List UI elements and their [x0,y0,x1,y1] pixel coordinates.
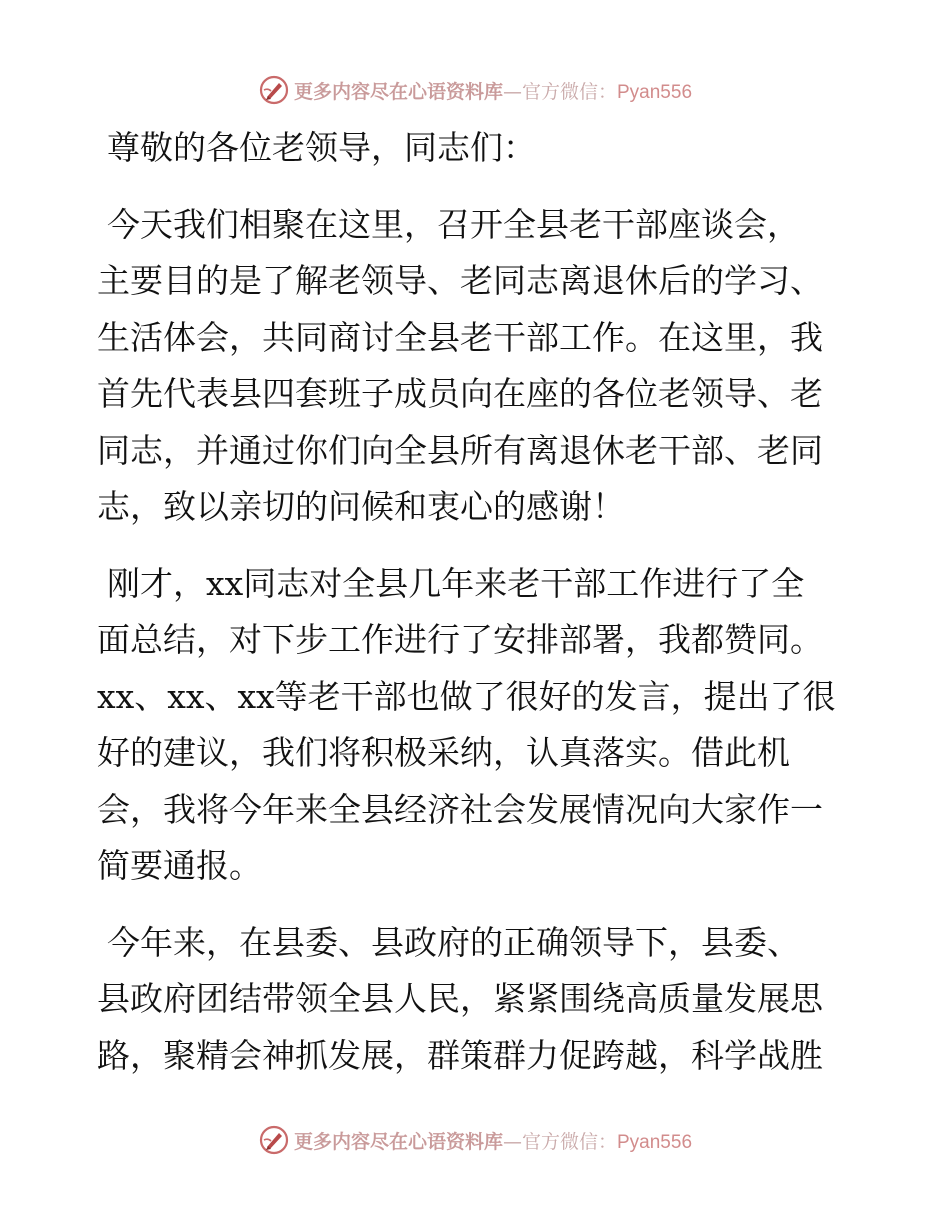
watermark-id: Pyan556 [617,1131,693,1153]
text-line: 今年来，在县委、县政府的正确领导下，县委、 [107,922,800,962]
text-line: 主要目的是了解老领导、老同志离退休后的学习、 [97,261,823,300]
paragraph [97,197,857,536]
text-line: 刚才，xx同志对全县几年来老干部工作进行了全 [107,563,805,603]
header-watermark [0,70,950,110]
watermark-main: 更多内容尽在心语资料库 [293,80,503,103]
text-line: xx、xx、xx等老干部也做了很好的发言，提出了很 [97,676,836,716]
text-line: 尊敬的各位老领导，同志们： [107,128,536,167]
text-line: 简要通报。 [97,846,262,885]
paragraph [97,120,857,177]
watermark-sub: 官方微信： [521,80,617,103]
watermark-separator: — [502,1130,522,1153]
text-line: 路，聚精会神抓发展，群策群力促跨越，科学战胜 [97,1035,823,1075]
text-line: 志，致以亲切的问候和衷心的感谢！ [97,487,625,526]
text-line: 会，我将今年来全县经济社会发展情况向大家作一 [97,789,823,829]
text-line: 同志，并通过你们向全县所有离退休老干部、老同 [97,430,823,470]
text-line: 首先代表县四套班子成员向在座的各位老领导、老 [97,374,823,413]
text-line: 今天我们相聚在这里，召开全县老干部座谈会， [107,204,800,244]
watermark-text [294,77,692,104]
watermark-text [294,1127,692,1154]
watermark-main: 更多内容尽在心语资料库 [293,1130,503,1153]
document-body [97,120,857,1104]
paragraph [97,915,857,1085]
pen-logo-icon [258,1124,290,1156]
watermark-separator: — [502,80,522,103]
footer-watermark [0,1120,950,1160]
text-line: 县政府团结带领全县人民，紧紧围绕高质量发展思 [97,979,823,1018]
text-line: 好的建议，我们将积极采纳，认真落实。借此机 [97,733,790,772]
text-line: 面总结，对下步工作进行了安排部署，我都赞同。 [97,620,823,659]
paragraph [97,556,857,895]
pen-logo-icon [258,74,290,106]
watermark-id: Pyan556 [617,81,693,103]
watermark-sub: 官方微信： [521,1130,617,1153]
text-line: 生活体会，共同商讨全县老干部工作。在这里，我 [97,317,823,357]
